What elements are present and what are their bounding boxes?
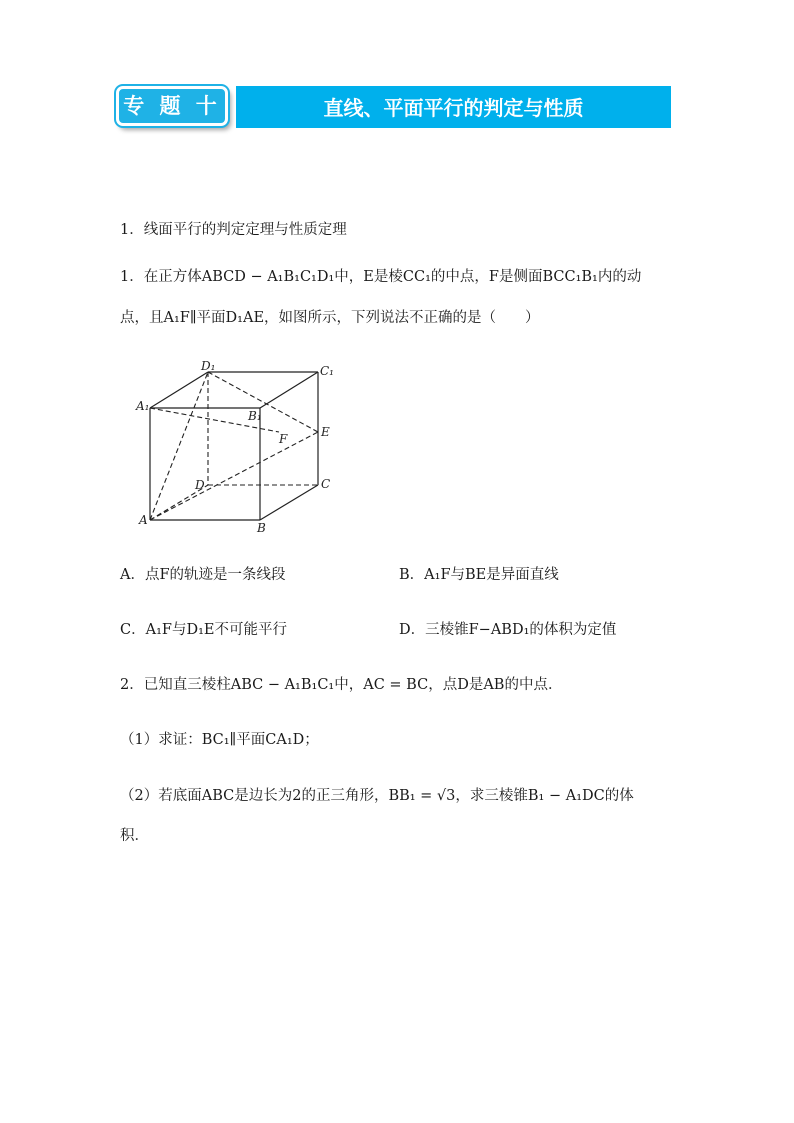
label-F: F	[279, 432, 288, 446]
label-A: A	[139, 513, 148, 527]
label-C1: C₁	[320, 364, 334, 378]
question-1-line-2: 点，且A₁F∥平面D₁AE，如图所示，下列说法不正确的是（ ）	[120, 310, 540, 326]
label-D: D	[195, 478, 205, 492]
question-2-part-2-line-2: 积．	[120, 828, 149, 844]
label-A1: A₁	[136, 399, 150, 413]
topic-header	[116, 86, 671, 128]
question-2-line-1: 2．已知直三棱柱ABC − A₁B₁C₁中，AC = BC，点D是AB的中点．	[120, 677, 563, 693]
question-1-line-1: 1．在正方体ABCD − A₁B₁C₁D₁中，E是棱CC₁的中点，F是侧面BCC₁B₁内的动	[120, 269, 642, 285]
option-d: D．三棱锥F−ABD₁的体积为定值	[399, 622, 617, 638]
label-C: C	[321, 477, 331, 491]
section-heading: 1．线面平行的判定定理与性质定理	[120, 222, 347, 238]
option-c: C．A₁F与D₁E不可能平行	[120, 622, 287, 638]
topic-badge: 专 题 十	[116, 86, 228, 126]
cube-dashed-edges	[150, 372, 318, 520]
question-2-part-1: （1）求证：BC₁∥平面CA₁D；	[120, 732, 319, 748]
option-a: A．点F的轨迹是一条线段	[120, 567, 286, 583]
label-D1: D₁	[201, 359, 216, 373]
cube-solid-edges	[150, 372, 318, 520]
label-B: B	[257, 521, 266, 535]
topic-title: 直线、平面平行的判定与性质	[236, 86, 671, 128]
question-2-part-2-line-1: （2）若底面ABC是边长为2的正三角形，BB₁ = √3，求三棱锥B₁ − A₁DC的体	[120, 788, 634, 804]
option-b: B．A₁F与BE是异面直线	[399, 567, 559, 583]
label-B1: B₁	[248, 409, 262, 423]
cube-figure	[128, 355, 348, 535]
label-E: E	[321, 425, 330, 439]
